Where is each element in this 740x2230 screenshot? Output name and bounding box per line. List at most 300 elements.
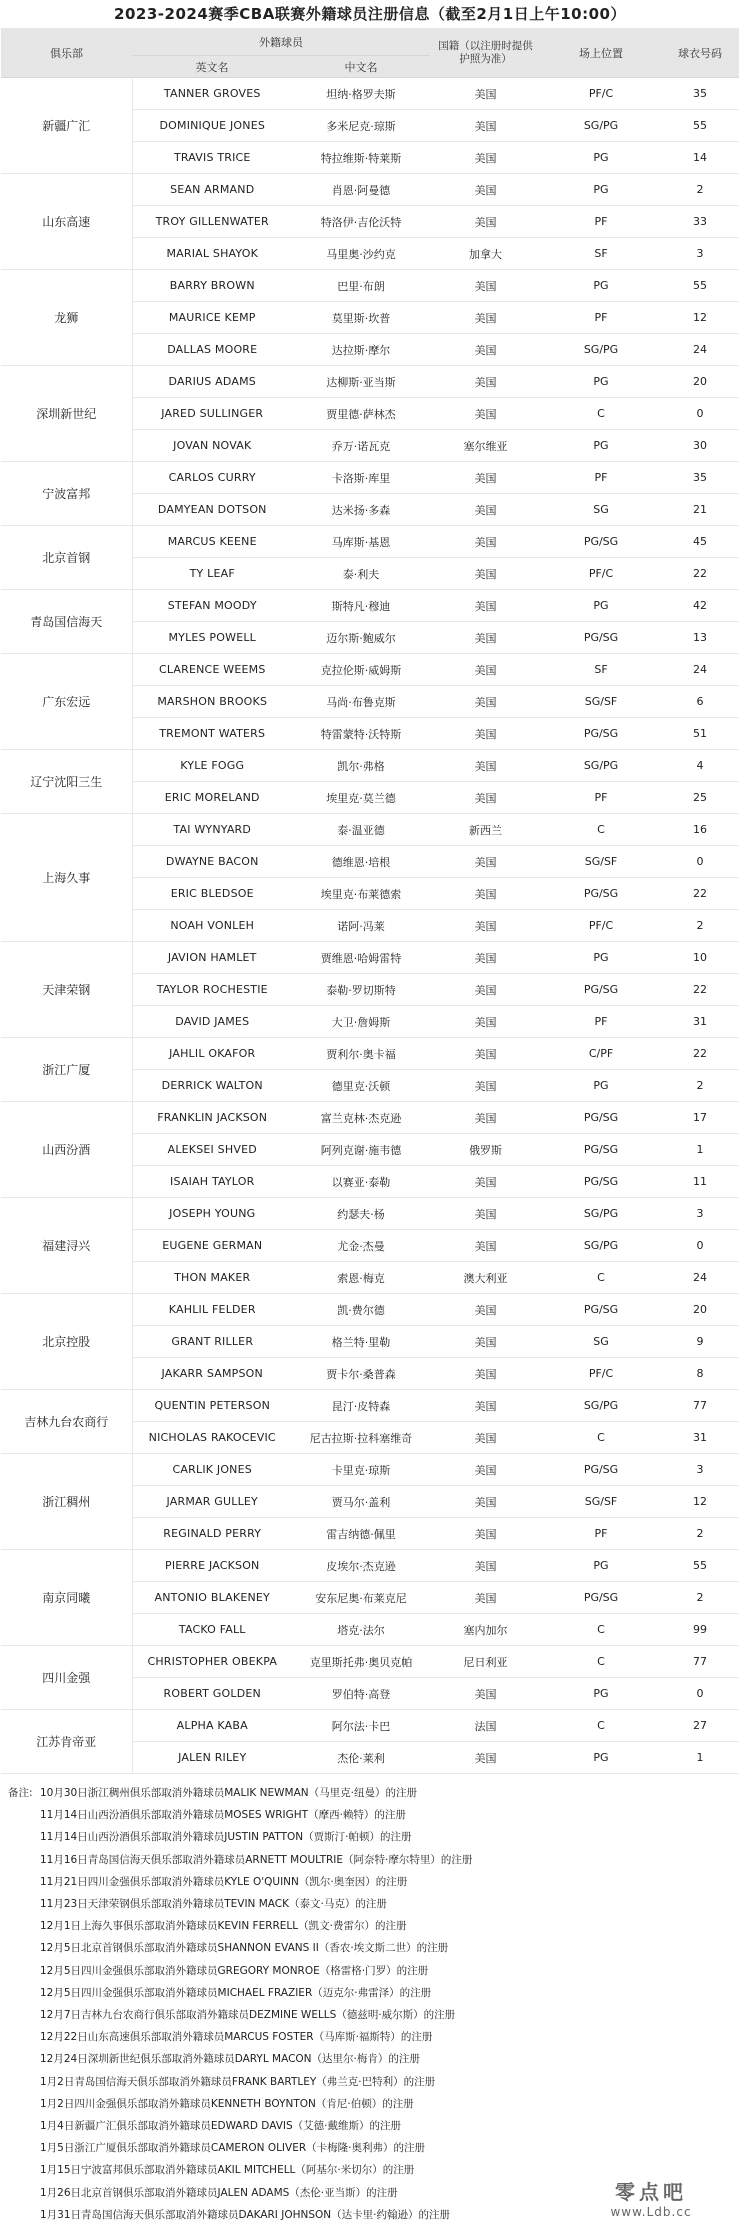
club-name: 北京首钢 xyxy=(1,526,132,590)
jersey-number-cell: 55 xyxy=(661,1550,739,1582)
chinese-name-cell: 迈尔斯·鲍威尔 xyxy=(292,622,430,654)
note-line: 10月30日浙江稠州俱乐部取消外籍球员MALIK NEWMAN（马里克·纽曼）的注册 xyxy=(40,1787,417,1799)
position-cell: PG xyxy=(541,942,661,974)
note-line: 1月15日宁波富邦俱乐部取消外籍球员AKIL MITCHELL（阿基尔·米切尔）的注册 xyxy=(40,2164,415,2177)
note-line: 1月31日青岛国信海天俱乐部取消外籍球员DAKARI JOHNSON（达卡里·约翰逊）的注册 xyxy=(40,2208,450,2221)
page-title: 2023-2024赛季CBA联赛外籍球员注册信息（截至2月1日上午10:00） xyxy=(114,5,626,23)
english-name-cell: JOSEPH YOUNG xyxy=(132,1198,292,1230)
position-cell: SG/SF xyxy=(541,846,661,878)
position-cell: SF xyxy=(541,238,661,270)
nationality-cell: 美国 xyxy=(430,910,541,942)
position-cell: PF xyxy=(541,302,661,334)
jersey-number-cell: 99 xyxy=(661,1614,739,1646)
position-cell: PG/SG xyxy=(541,526,661,558)
chinese-name-cell: 以赛亚·泰勒 xyxy=(292,1166,430,1198)
jersey-number-cell: 24 xyxy=(661,1262,739,1294)
jersey-number-cell: 24 xyxy=(661,334,739,366)
table-row xyxy=(1,1038,739,1070)
position-cell: SG xyxy=(541,494,661,526)
jersey-number-cell: 3 xyxy=(661,1198,739,1230)
position-cell: C/PF xyxy=(541,1038,661,1070)
position-cell: C xyxy=(541,814,661,846)
jersey-number-cell: 2 xyxy=(661,174,739,206)
position-cell: SG/SF xyxy=(541,686,661,718)
note-line: 1月4日新疆广汇俱乐部取消外籍球员EDWARD DAVIS（艾德·戴维斯）的注册 xyxy=(40,2120,401,2133)
position-cell: PG xyxy=(541,270,661,302)
english-name-cell: GRANT RILLER xyxy=(132,1326,292,1358)
note-line: 12月1日上海久事俱乐部取消外籍球员KEVIN FERRELL（凯文·费雷尔）的注册 xyxy=(40,1920,407,1933)
chinese-name-cell: 马库斯·基恩 xyxy=(292,526,430,558)
chinese-name-cell: 乔万·诺瓦克 xyxy=(292,430,430,462)
jersey-number-cell: 22 xyxy=(661,878,739,910)
note-line: 12月5日四川金强俱乐部取消外籍球员MICHAEL FRAZIER（迈克尔·弗雷泽）的注册 xyxy=(40,1986,432,1999)
header-number: 球衣号码 xyxy=(661,28,739,78)
english-name-cell: JOVAN NOVAK xyxy=(132,430,292,462)
chinese-name-cell: 达柳斯·亚当斯 xyxy=(292,366,430,398)
english-name-cell: DOMINIQUE JONES xyxy=(132,110,292,142)
jersey-number-cell: 2 xyxy=(661,1582,739,1614)
nationality-cell: 美国 xyxy=(430,622,541,654)
club-name: 龙狮 xyxy=(1,270,132,366)
english-name-cell: TY LEAF xyxy=(132,558,292,590)
nationality-cell: 美国 xyxy=(430,366,541,398)
chinese-name-cell: 贾维恩·哈姆雷特 xyxy=(292,942,430,974)
table-row xyxy=(1,270,739,302)
chinese-name-cell: 特洛伊·吉伦沃特 xyxy=(292,206,430,238)
jersey-number-cell: 6 xyxy=(661,686,739,718)
chinese-name-cell: 尼古拉斯·拉科塞维奇 xyxy=(292,1422,430,1454)
chinese-name-cell: 马里奥·沙约克 xyxy=(292,238,430,270)
nationality-cell: 美国 xyxy=(430,590,541,622)
english-name-cell: ERIC MORELAND xyxy=(132,782,292,814)
table-row xyxy=(1,814,739,846)
chinese-name-cell: 卡洛斯·库里 xyxy=(292,462,430,494)
jersey-number-cell: 45 xyxy=(661,526,739,558)
jersey-number-cell: 0 xyxy=(661,398,739,430)
nationality-cell: 美国 xyxy=(430,1198,541,1230)
club-name: 浙江稠州 xyxy=(1,1454,132,1550)
position-cell: C xyxy=(541,1422,661,1454)
note-line: 1月2日四川金强俱乐部取消外籍球员KENNETH BOYNTON（肯尼·伯顿）的注册 xyxy=(40,2097,414,2110)
nationality-cell: 美国 xyxy=(430,494,541,526)
jersey-number-cell: 21 xyxy=(661,494,739,526)
table-row xyxy=(1,750,739,782)
english-name-cell: ANTONIO BLAKENEY xyxy=(132,1582,292,1614)
nationality-cell: 美国 xyxy=(430,334,541,366)
club-name: 上海久事 xyxy=(1,814,132,942)
english-name-cell: SEAN ARMAND xyxy=(132,174,292,206)
chinese-name-cell: 皮埃尔·杰克逊 xyxy=(292,1550,430,1582)
watermark-logo-text: 零点吧 xyxy=(615,2180,687,2204)
table-row xyxy=(1,590,739,622)
nationality-cell: 美国 xyxy=(430,1230,541,1262)
english-name-cell: DARIUS ADAMS xyxy=(132,366,292,398)
position-cell: PG xyxy=(541,1678,661,1710)
position-cell: PG xyxy=(541,174,661,206)
nationality-cell: 塞尔维亚 xyxy=(430,430,541,462)
jersey-number-cell: 20 xyxy=(661,1294,739,1326)
note-line: 12月5日四川金强俱乐部取消外籍球员GREGORY MONROE（格雷格·门罗）的注册 xyxy=(40,1964,429,1977)
chinese-name-cell: 达拉斯·摩尔 xyxy=(292,334,430,366)
table-row xyxy=(1,1390,739,1422)
table-row xyxy=(1,526,739,558)
jersey-number-cell: 22 xyxy=(661,974,739,1006)
chinese-name-cell: 坦纳·格罗夫斯 xyxy=(292,78,430,110)
table-body xyxy=(1,78,739,1774)
nationality-cell: 美国 xyxy=(430,750,541,782)
chinese-name-cell: 罗伯特·高登 xyxy=(292,1678,430,1710)
nationality-cell: 美国 xyxy=(430,558,541,590)
english-name-cell: TACKO FALL xyxy=(132,1614,292,1646)
english-name-cell: TREMONT WATERS xyxy=(132,718,292,750)
nationality-cell: 澳大利亚 xyxy=(430,1262,541,1294)
position-cell: PF xyxy=(541,206,661,238)
english-name-cell: MARCUS KEENE xyxy=(132,526,292,558)
jersey-number-cell: 33 xyxy=(661,206,739,238)
chinese-name-cell: 尤金·杰曼 xyxy=(292,1230,430,1262)
position-cell: PG xyxy=(541,142,661,174)
position-cell: C xyxy=(541,1262,661,1294)
position-cell: PG xyxy=(541,1550,661,1582)
club-name: 天津荣钢 xyxy=(1,942,132,1038)
nationality-cell: 美国 xyxy=(430,526,541,558)
jersey-number-cell: 22 xyxy=(661,558,739,590)
english-name-cell: ROBERT GOLDEN xyxy=(132,1678,292,1710)
club-name: 辽宁沈阳三生 xyxy=(1,750,132,814)
english-name-cell: QUENTIN PETERSON xyxy=(132,1390,292,1422)
table-row xyxy=(1,1102,739,1134)
nationality-cell: 美国 xyxy=(430,1006,541,1038)
nationality-cell: 美国 xyxy=(430,1422,541,1454)
english-name-cell: TROY GILLENWATER xyxy=(132,206,292,238)
jersey-number-cell: 12 xyxy=(661,302,739,334)
table-row xyxy=(1,78,739,110)
table-row xyxy=(1,1550,739,1582)
nationality-cell: 美国 xyxy=(430,1294,541,1326)
jersey-number-cell: 35 xyxy=(661,78,739,110)
jersey-number-cell: 9 xyxy=(661,1326,739,1358)
nationality-cell: 美国 xyxy=(430,1102,541,1134)
nationality-cell: 美国 xyxy=(430,270,541,302)
chinese-name-cell: 克拉伦斯·威姆斯 xyxy=(292,654,430,686)
position-cell: PF xyxy=(541,1006,661,1038)
english-name-cell: DWAYNE BACON xyxy=(132,846,292,878)
position-cell: PG/SG xyxy=(541,622,661,654)
position-cell: SG/PG xyxy=(541,334,661,366)
club-name: 深圳新世纪 xyxy=(1,366,132,462)
club-name: 山西汾酒 xyxy=(1,1102,132,1198)
position-cell: PG/SG xyxy=(541,878,661,910)
english-name-cell: CHRISTOPHER OBEKPA xyxy=(132,1646,292,1678)
position-cell: SG/SF xyxy=(541,1486,661,1518)
note-line: 1月26日北京首钢俱乐部取消外籍球员JALEN ADAMS（杰伦·亚当斯）的注册 xyxy=(40,2186,398,2199)
english-name-cell: TAYLOR ROCHESTIE xyxy=(132,974,292,1006)
club-name: 新疆广汇 xyxy=(1,78,132,174)
jersey-number-cell: 12 xyxy=(661,1486,739,1518)
table-row xyxy=(1,1454,739,1486)
club-name: 南京同曦 xyxy=(1,1550,132,1646)
position-cell: PG xyxy=(541,366,661,398)
jersey-number-cell: 3 xyxy=(661,238,739,270)
chinese-name-cell: 埃里克·布莱德索 xyxy=(292,878,430,910)
jersey-number-cell: 2 xyxy=(661,910,739,942)
english-name-cell: JAKARR SAMPSON xyxy=(132,1358,292,1390)
english-name-cell: JAVION HAMLET xyxy=(132,942,292,974)
english-name-cell: EUGENE GERMAN xyxy=(132,1230,292,1262)
position-cell: C xyxy=(541,1614,661,1646)
club-name: 广东宏远 xyxy=(1,654,132,750)
chinese-name-cell: 斯特凡·穆迪 xyxy=(292,590,430,622)
registration-table xyxy=(1,28,739,1774)
jersey-number-cell: 3 xyxy=(661,1454,739,1486)
chinese-name-cell: 大卫·詹姆斯 xyxy=(292,1006,430,1038)
english-name-cell: TRAVIS TRICE xyxy=(132,142,292,174)
english-name-cell: JARMAR GULLEY xyxy=(132,1486,292,1518)
english-name-cell: NOAH VONLEH xyxy=(132,910,292,942)
chinese-name-cell: 雷吉纳德·佩里 xyxy=(292,1518,430,1550)
chinese-name-cell: 特拉维斯·特莱斯 xyxy=(292,142,430,174)
chinese-name-cell: 索恩·梅克 xyxy=(292,1262,430,1294)
english-name-cell: ALPHA KABA xyxy=(132,1710,292,1742)
chinese-name-cell: 莫里斯·坎普 xyxy=(292,302,430,334)
jersey-number-cell: 10 xyxy=(661,942,739,974)
position-cell: PF/C xyxy=(541,1358,661,1390)
notes-list xyxy=(8,1782,740,2226)
chinese-name-cell: 达米扬·多森 xyxy=(292,494,430,526)
nationality-cell: 加拿大 xyxy=(430,238,541,270)
jersey-number-cell: 31 xyxy=(661,1006,739,1038)
note-line: 1月5日浙江广厦俱乐部取消外籍球员CAMERON OLIVER（卡梅隆·奥利弗）的注册 xyxy=(40,2142,425,2155)
jersey-number-cell: 35 xyxy=(661,462,739,494)
table-row xyxy=(1,174,739,206)
chinese-name-cell: 阿尔法·卡巴 xyxy=(292,1710,430,1742)
chinese-name-cell: 贾卡尔·桑普森 xyxy=(292,1358,430,1390)
chinese-name-cell: 卡里克·琼斯 xyxy=(292,1454,430,1486)
jersey-number-cell: 13 xyxy=(661,622,739,654)
english-name-cell: ERIC BLEDSOE xyxy=(132,878,292,910)
english-name-cell: NICHOLAS RAKOCEVIC xyxy=(132,1422,292,1454)
english-name-cell: JARED SULLINGER xyxy=(132,398,292,430)
chinese-name-cell: 富兰克林·杰克逊 xyxy=(292,1102,430,1134)
watermark xyxy=(576,2176,726,2219)
jersey-number-cell: 14 xyxy=(661,142,739,174)
note-line: 11月14日山西汾酒俱乐部取消外籍球员JUSTIN PATTON（贾斯汀·帕顿）的注册 xyxy=(40,1831,412,1844)
english-name-cell: JALEN RILEY xyxy=(132,1742,292,1774)
note-line: 11月23日天津荣钢俱乐部取消外籍球员TEVIN MACK（泰文·马克）的注册 xyxy=(40,1898,387,1911)
chinese-name-cell: 泰勒·罗切斯特 xyxy=(292,974,430,1006)
position-cell: SG/PG xyxy=(541,110,661,142)
jersey-number-cell: 25 xyxy=(661,782,739,814)
chinese-name-cell: 诺阿·冯莱 xyxy=(292,910,430,942)
position-cell: C xyxy=(541,1646,661,1678)
nationality-cell: 美国 xyxy=(430,1454,541,1486)
english-name-cell: FRANKLIN JACKSON xyxy=(132,1102,292,1134)
nationality-cell: 法国 xyxy=(430,1710,541,1742)
english-name-cell: TAI WYNYARD xyxy=(132,814,292,846)
table-row xyxy=(1,1710,739,1742)
nationality-cell: 美国 xyxy=(430,174,541,206)
english-name-cell: CARLOS CURRY xyxy=(132,462,292,494)
note-line: 11月21日四川金强俱乐部取消外籍球员KYLE O'QUINN（凯尔·奥奎因）的注册 xyxy=(40,1875,408,1888)
note-line: 11月14日山西汾酒俱乐部取消外籍球员MOSES WRIGHT（摩西·赖特）的注册 xyxy=(40,1809,406,1822)
position-cell: PG/SG xyxy=(541,974,661,1006)
chinese-name-cell: 泰·利夫 xyxy=(292,558,430,590)
table-row xyxy=(1,462,739,494)
nationality-cell: 尼日利亚 xyxy=(430,1646,541,1678)
chinese-name-cell: 凯尔·弗格 xyxy=(292,750,430,782)
table-row xyxy=(1,1646,739,1678)
nationality-cell: 新西兰 xyxy=(430,814,541,846)
nationality-cell: 美国 xyxy=(430,1678,541,1710)
position-cell: PG xyxy=(541,1742,661,1774)
club-name: 福建浔兴 xyxy=(1,1198,132,1294)
english-name-cell: THON MAKER xyxy=(132,1262,292,1294)
position-cell: PF/C xyxy=(541,910,661,942)
club-name: 四川金强 xyxy=(1,1646,132,1710)
table-row xyxy=(1,1198,739,1230)
position-cell: PF xyxy=(541,782,661,814)
position-cell: C xyxy=(541,398,661,430)
position-cell: PG/SG xyxy=(541,1294,661,1326)
english-name-cell: MARIAL SHAYOK xyxy=(132,238,292,270)
chinese-name-cell: 克里斯托弗·奥贝克帕 xyxy=(292,1646,430,1678)
nationality-cell: 俄罗斯 xyxy=(430,1134,541,1166)
english-name-cell: STEFAN MOODY xyxy=(132,590,292,622)
jersey-number-cell: 51 xyxy=(661,718,739,750)
nationality-cell: 美国 xyxy=(430,1038,541,1070)
english-name-cell: BARRY BROWN xyxy=(132,270,292,302)
chinese-name-cell: 泰·温亚德 xyxy=(292,814,430,846)
jersey-number-cell: 77 xyxy=(661,1646,739,1678)
note-line: 12月22日山东高速俱乐部取消外籍球员MARCUS FOSTER（马库斯·福斯特）的注册 xyxy=(40,2031,433,2044)
nationality-cell: 美国 xyxy=(430,686,541,718)
jersey-number-cell: 27 xyxy=(661,1710,739,1742)
nationality-cell: 美国 xyxy=(430,1070,541,1102)
nationality-cell: 美国 xyxy=(430,1550,541,1582)
watermark-url: www.Ldb.cc xyxy=(610,2205,692,2219)
english-name-cell: KYLE FOGG xyxy=(132,750,292,782)
english-name-cell: CARLIK JONES xyxy=(132,1454,292,1486)
chinese-name-cell: 昆汀·皮特森 xyxy=(292,1390,430,1422)
table-row xyxy=(1,1294,739,1326)
position-cell: SG xyxy=(541,1326,661,1358)
nationality-cell: 美国 xyxy=(430,1358,541,1390)
english-name-cell: PIERRE JACKSON xyxy=(132,1550,292,1582)
english-name-cell: JAHLIL OKAFOR xyxy=(132,1038,292,1070)
english-name-cell: MAURICE KEMP xyxy=(132,302,292,334)
chinese-name-cell: 埃里克·莫兰德 xyxy=(292,782,430,814)
chinese-name-cell: 凯·费尔德 xyxy=(292,1294,430,1326)
english-name-cell: KAHLIL FELDER xyxy=(132,1294,292,1326)
jersey-number-cell: 17 xyxy=(661,1102,739,1134)
chinese-name-cell: 特雷蒙特·沃特斯 xyxy=(292,718,430,750)
header-foreign-player: 外籍球员 xyxy=(132,28,430,56)
english-name-cell: REGINALD PERRY xyxy=(132,1518,292,1550)
chinese-name-cell: 巴里·布朗 xyxy=(292,270,430,302)
header-position: 场上位置 xyxy=(541,28,661,78)
jersey-number-cell: 4 xyxy=(661,750,739,782)
position-cell: PF xyxy=(541,1518,661,1550)
position-cell: C xyxy=(541,1710,661,1742)
chinese-name-cell: 约瑟夫·杨 xyxy=(292,1198,430,1230)
nationality-cell: 美国 xyxy=(430,1326,541,1358)
jersey-number-cell: 11 xyxy=(661,1166,739,1198)
position-cell: PG/SG xyxy=(541,1102,661,1134)
nationality-cell: 美国 xyxy=(430,1166,541,1198)
position-cell: PG xyxy=(541,1070,661,1102)
jersey-number-cell: 24 xyxy=(661,654,739,686)
english-name-cell: DERRICK WALTON xyxy=(132,1070,292,1102)
jersey-number-cell: 77 xyxy=(661,1390,739,1422)
nationality-cell: 美国 xyxy=(430,398,541,430)
table-row xyxy=(1,654,739,686)
jersey-number-cell: 55 xyxy=(661,270,739,302)
position-cell: SF xyxy=(541,654,661,686)
header-chinese-name: 中文名 xyxy=(292,56,430,78)
table-header xyxy=(1,28,739,78)
position-cell: PF xyxy=(541,462,661,494)
header-english-name: 英文名 xyxy=(132,56,292,78)
nationality-cell: 美国 xyxy=(430,206,541,238)
jersey-number-cell: 55 xyxy=(661,110,739,142)
club-name: 吉林九台农商行 xyxy=(1,1390,132,1454)
position-cell: PG/SG xyxy=(541,718,661,750)
nationality-cell: 美国 xyxy=(430,142,541,174)
chinese-name-cell: 格兰特·里勒 xyxy=(292,1326,430,1358)
chinese-name-cell: 贾马尔·盖利 xyxy=(292,1486,430,1518)
note-line: 11月16日青岛国信海天俱乐部取消外籍球员ARNETT MOULTRIE（阿奈特·摩尔特里）的注册 xyxy=(40,1853,473,1866)
chinese-name-cell: 塔克·法尔 xyxy=(292,1614,430,1646)
position-cell: PG/SG xyxy=(541,1582,661,1614)
header-nationality: 国籍（以注册时提供护照为准） xyxy=(430,28,541,78)
nationality-cell: 美国 xyxy=(430,302,541,334)
english-name-cell: DALLAS MOORE xyxy=(132,334,292,366)
chinese-name-cell: 贾利尔·奥卡福 xyxy=(292,1038,430,1070)
table-row xyxy=(1,942,739,974)
english-name-cell: DAVID JAMES xyxy=(132,1006,292,1038)
jersey-number-cell: 1 xyxy=(661,1134,739,1166)
header-club: 俱乐部 xyxy=(1,28,132,78)
note-line: 12月7日吉林九台农商行俱乐部取消外籍球员DEZMINE WELLS（德兹明·威尔斯）的注册 xyxy=(40,2009,456,2022)
note-line: 12月24日深圳新世纪俱乐部取消外籍球员DARYL MACON（达里尔·梅肯）的注册 xyxy=(40,2053,420,2066)
nationality-cell: 美国 xyxy=(430,1486,541,1518)
notes-label: 备注: xyxy=(8,1787,33,1799)
nationality-cell: 美国 xyxy=(430,942,541,974)
position-cell: SG/PG xyxy=(541,1230,661,1262)
english-name-cell: DAMYEAN DOTSON xyxy=(132,494,292,526)
chinese-name-cell: 安东尼奥·布莱克尼 xyxy=(292,1582,430,1614)
club-name: 宁波富邦 xyxy=(1,462,132,526)
jersey-number-cell: 42 xyxy=(661,590,739,622)
notes-section xyxy=(0,1774,740,2226)
nationality-cell: 美国 xyxy=(430,1518,541,1550)
jersey-number-cell: 22 xyxy=(661,1038,739,1070)
nationality-cell: 美国 xyxy=(430,718,541,750)
chinese-name-cell: 德里克·沃顿 xyxy=(292,1070,430,1102)
jersey-number-cell: 16 xyxy=(661,814,739,846)
chinese-name-cell: 杰伦·莱利 xyxy=(292,1742,430,1774)
chinese-name-cell: 贾里德·萨林杰 xyxy=(292,398,430,430)
position-cell: PG/SG xyxy=(541,1166,661,1198)
jersey-number-cell: 0 xyxy=(661,846,739,878)
nationality-cell: 美国 xyxy=(430,654,541,686)
jersey-number-cell: 0 xyxy=(661,1678,739,1710)
english-name-cell: ALEKSEI SHVED xyxy=(132,1134,292,1166)
nationality-cell: 美国 xyxy=(430,462,541,494)
chinese-name-cell: 马尚·布鲁克斯 xyxy=(292,686,430,718)
club-name: 江苏肯帝亚 xyxy=(1,1710,132,1774)
jersey-number-cell: 31 xyxy=(661,1422,739,1454)
